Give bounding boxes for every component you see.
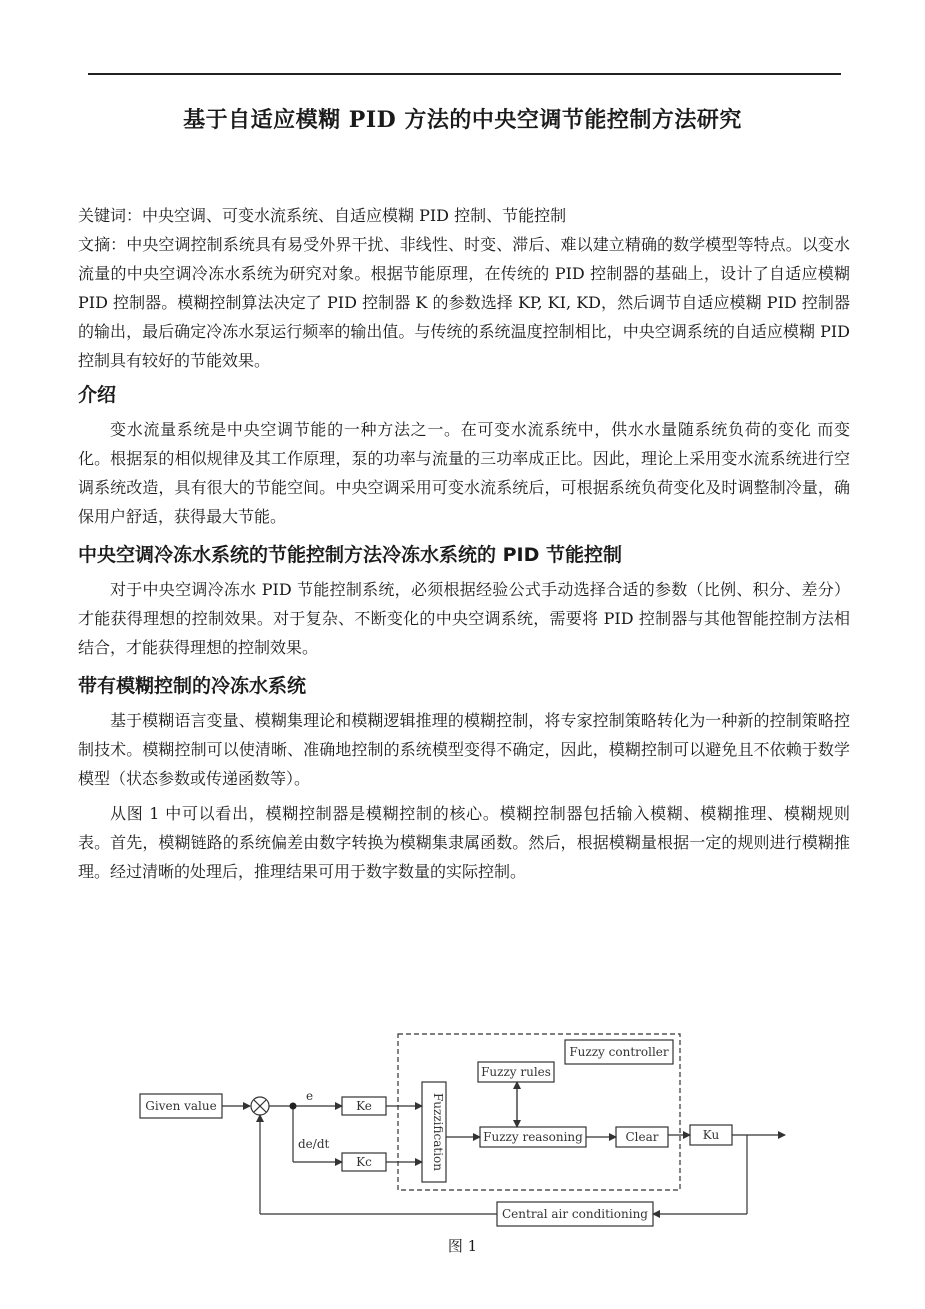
section-heading-intro: 介绍 <box>78 384 117 406</box>
fuzzification-label: Fuzzification <box>431 1092 445 1172</box>
paragraph-fuzzy-2: 从图 1 中可以看出，模糊控制器是模糊控制的核心。模糊控制器包括输入模糊、模糊推理、模糊规则表。首先，模糊链路的系统偏差由数字转换为模糊集隶属函数。然后，根据模糊量根据一定的规则进行模糊推理。经过清晰的处理后，推理结果可用于数字数量的实际控制。 <box>78 804 850 881</box>
given-value-label: Given value <box>145 1099 217 1113</box>
ke-label: Ke <box>356 1099 372 1113</box>
paragraph-fuzzy-1: 基于模糊语言变量、模糊集理论和模糊逻辑推理的模糊控制，将专家控制策略转化为一种新的控制策略控制技术。模糊控制可以使清晰、准确地控制的系统模型变得不确定，因此，模糊控制可以避免且不依赖于数学模型（状态参数或传递函数等）。 <box>78 711 850 788</box>
paragraph-intro: 变水流量系统是中央空调节能的一种方法之一。在可变水流系统中，供水水量随系统负荷的变化 而变化。根据泵的相似规律及其工作原理，泵的功率与流量的三功率成正比。因此，理论上采用变水流系统进行空调系统改造，具有很大的节能空间。中央空调采用可变水流系统后，可根据系统负荷变化及时调整制冷量，确保用户舒适，获得最大节能。 <box>78 420 850 526</box>
section-heading-fuzzy: 带有模糊控制的冷冻水系统 <box>78 675 307 697</box>
paper-body <box>78 201 850 886</box>
block-diagram-svg <box>135 1030 790 1230</box>
abstract: 文摘：中央空调控制系统具有易受外界干扰、非线性、时变、滞后、难以建立精确的数学模型等特点。以变水流量的中央空调冷冻水系统为研究对象。根据节能原理，在传统的 PID 控制器的基础上，设计了自适应模糊 PID 控制器。模糊控制算法决定了 PID 控制器 K 的参数选择 KP, KI, KD，然后调节自适应模糊 PID 控制器的输出，最后确定冷冻水泵运行频率的输出值。与传统的系统温度控制相比，中央空调系统的自适应模糊 PID 控制具有较好的节能效果。 <box>78 235 850 370</box>
kc-label: Kc <box>356 1155 372 1169</box>
central-air-conditioning-label: Central air conditioning <box>502 1207 648 1221</box>
ku-label: Ku <box>702 1128 720 1142</box>
fuzzy-reasoning-label: Fuzzy reasoning <box>483 1130 583 1144</box>
section-heading-pid: 中央空调冷冻水系统的节能控制方法冷冻水系统的 PID 节能控制 <box>78 544 622 566</box>
figure-caption: 图 1 <box>447 1237 478 1255</box>
e-signal-label: e <box>306 1089 314 1103</box>
branch-point <box>290 1103 297 1110</box>
header-rule <box>88 73 841 75</box>
paragraph-pid: 对于中央空调冷冻水 PID 节能控制系统，必须根据经验公式手动选择合适的参数（比例、积分、差分）才能获得理想的控制效果。对于复杂、不断变化的中央空调系统，需要将 PID 控制器与其他智能控制方法相结合，才能获得理想的控制效果。 <box>78 580 850 657</box>
fuzzy-rules-label: Fuzzy rules <box>481 1065 551 1079</box>
fuzzy-controller-label: Fuzzy controller <box>569 1045 669 1059</box>
keywords: 关键词：中央空调、可变水流系统、自适应模糊 PID 控制、节能控制 <box>78 206 567 225</box>
figure-block-diagram <box>135 1030 790 1230</box>
paper-title: 基于自适应模糊 PID 方法的中央空调节能控制方法研究 <box>183 107 742 133</box>
clear-label: Clear <box>625 1130 659 1144</box>
de-signal-label: de/dt <box>298 1137 330 1151</box>
